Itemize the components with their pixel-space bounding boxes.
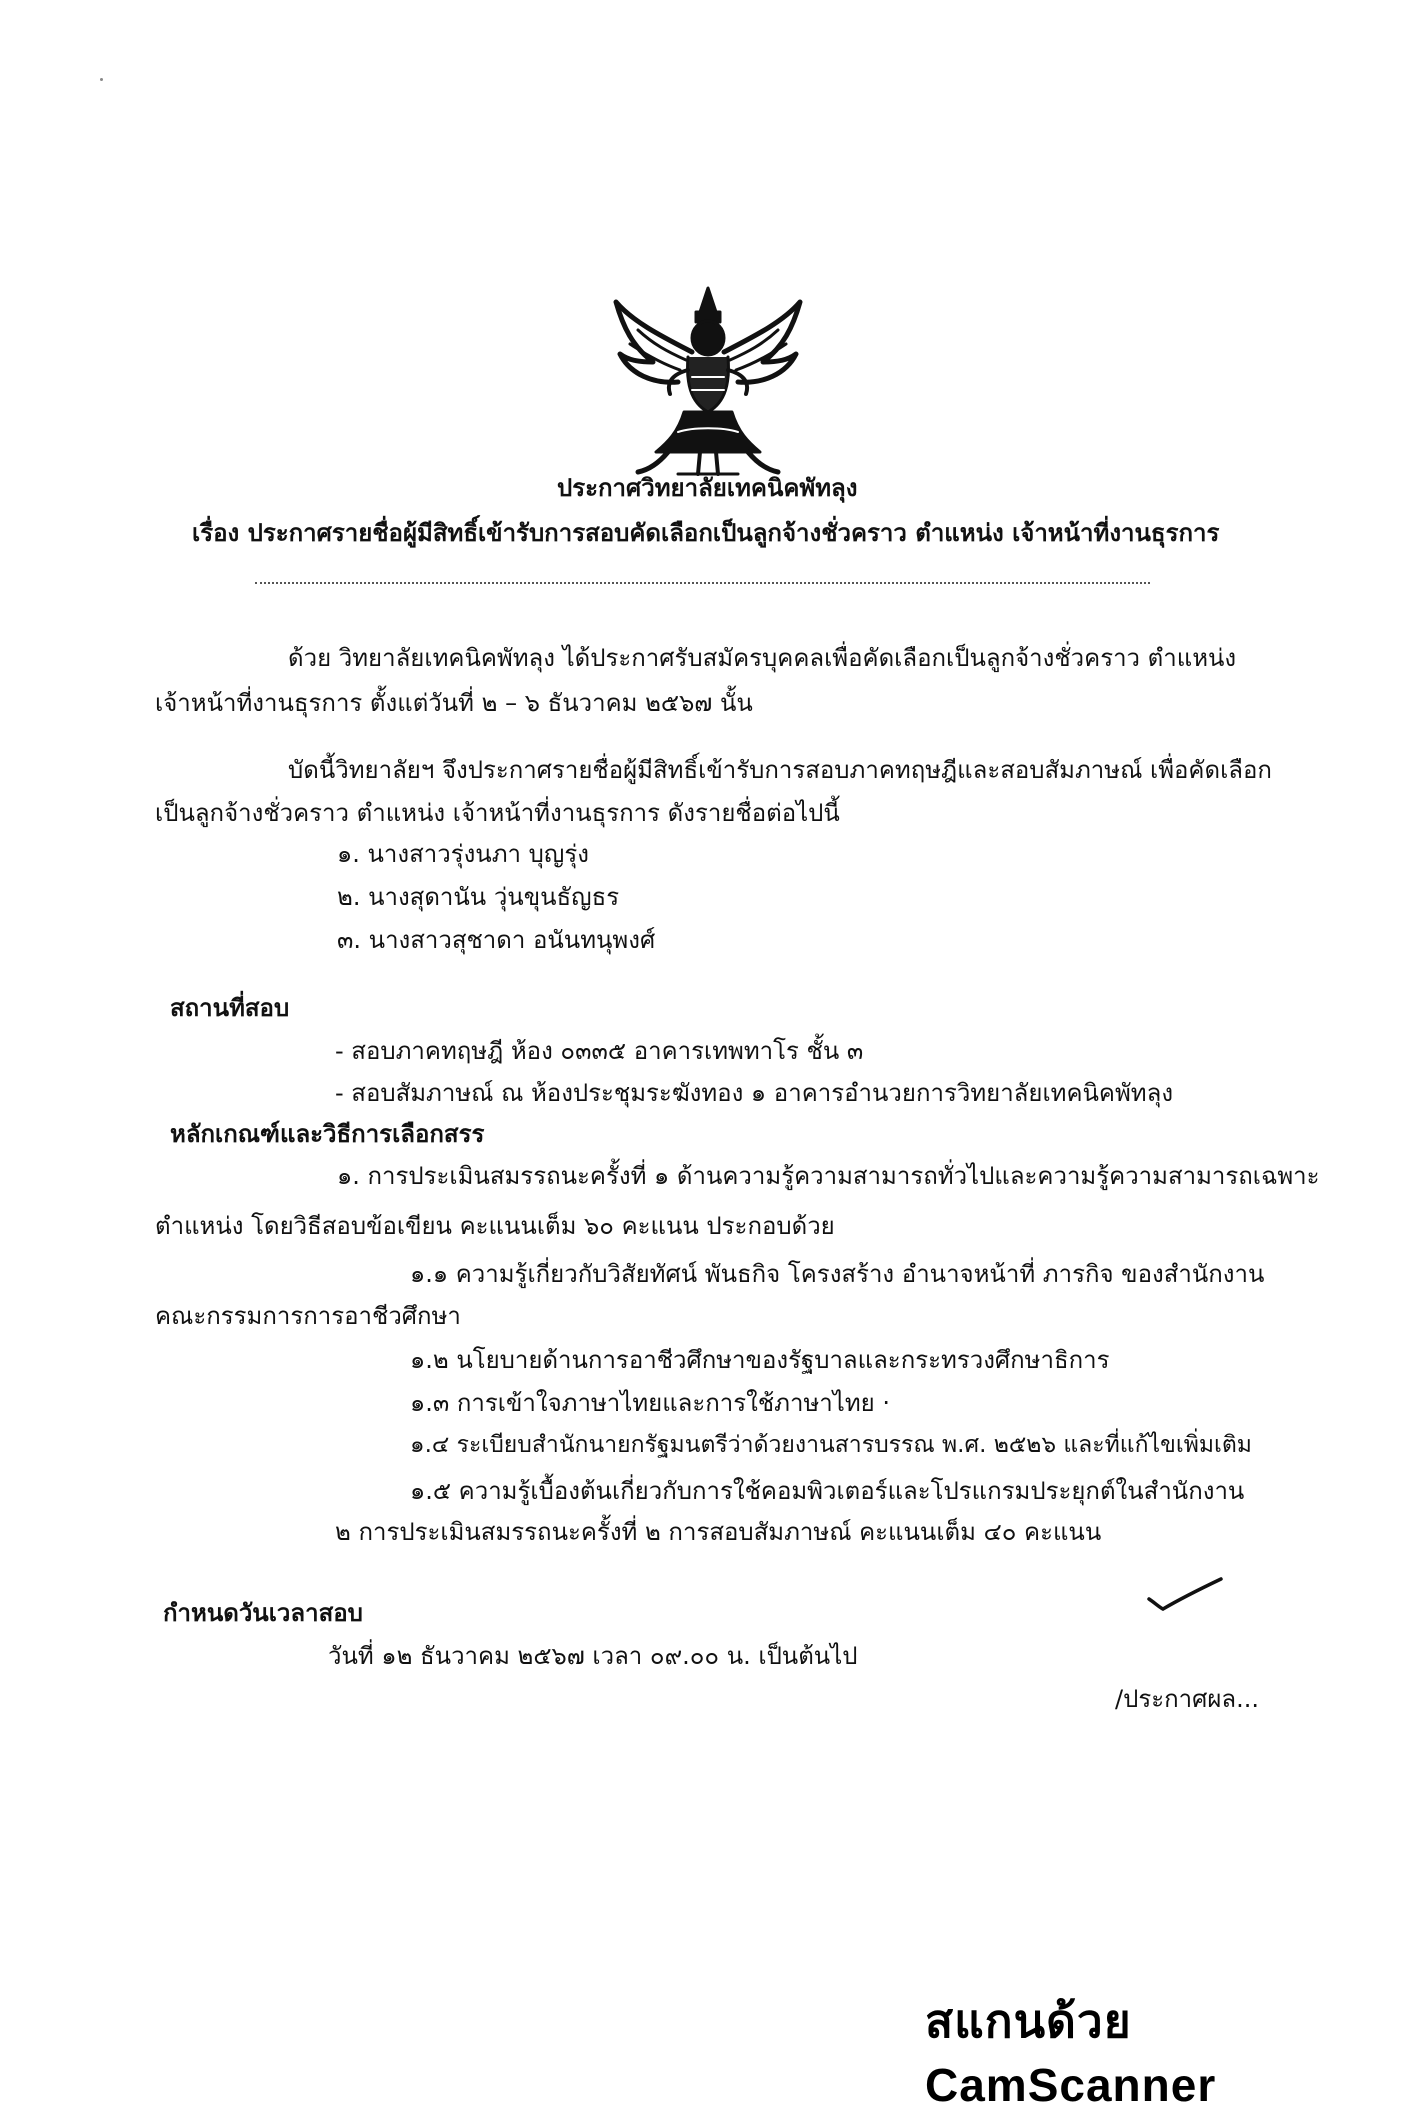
candidate-item: ๓. นางสาวสุชาดา อนันทนุพงศ์: [337, 926, 656, 954]
continuation-note: /ประกาศผล...: [1115, 1685, 1259, 1713]
divider: [255, 582, 1150, 584]
criteria-sub-1-1-line-2: คณะกรรมการการอาชีวศึกษา: [155, 1302, 461, 1330]
checkmark-icon: [1145, 1575, 1225, 1615]
venue-item: - สอบภาคทฤษฎี ห้อง ๐๓๓๕ อาคารเทพทาโร ชั้น ๓: [335, 1037, 864, 1065]
venue-heading: สถานที่สอบ: [170, 994, 290, 1022]
announce-line-1: บัดนี้วิทยาลัยฯ จึงประกาศรายชื่อผู้มีสิทธิ์เข้ารับการสอบภาคทฤษฎีและสอบสัมภาษณ์ เพื่อคัดเลือก: [288, 756, 1272, 784]
scan-speck: [100, 78, 103, 81]
intro-line-2: เจ้าหน้าที่งานธุรการ ตั้งแต่วันที่ ๒ – ๖ ธันวาคม ๒๕๖๗ นั้น: [155, 689, 753, 717]
venue-item: - สอบสัมภาษณ์ ณ ห้องประชุมระฆังทอง ๑ อาคารอำนวยการวิทยาลัยเทคนิคพัทลุง: [335, 1079, 1174, 1107]
criteria-item-2: ๒ การประเมินสมรรถนะครั้งที่ ๒ การสอบสัมภาษณ์ คะแนนเต็ม ๔๐ คะแนน: [335, 1518, 1102, 1546]
criteria-sub-1-4: ๑.๔ ระเบียบสำนักนายกรัฐมนตรีว่าด้วยงานสารบรรณ พ.ศ. ๒๕๒๖ และที่แก้ไขเพิ่มเติม: [410, 1432, 1252, 1458]
announce-line-2: เป็นลูกจ้างชั่วคราว ตำแหน่ง เจ้าหน้าที่งานธุรการ ดังรายชื่อต่อไปนี้: [155, 799, 840, 827]
garuda-emblem-icon: [608, 282, 808, 482]
criteria-item-1-line-2: ตำแหน่ง โดยวิธีสอบข้อเขียน คะแนนเต็ม ๖๐ คะแนน ประกอบด้วย: [155, 1212, 835, 1240]
criteria-sub-1-3: ๑.๓ การเข้าใจภาษาไทยและการใช้ภาษาไทย ·: [410, 1389, 890, 1417]
issuer-title: ประกาศวิทยาลัยเทคนิคพัทลุง: [557, 474, 858, 502]
candidate-item: ๑. นางสาวรุ่งนภา บุญรุ่ง: [337, 840, 589, 868]
candidate-item: ๒. นางสุดานัน วุ่นขุนธัญธร: [337, 883, 620, 911]
criteria-sub-1-2: ๑.๒ นโยบายด้านการอาชีวศึกษาของรัฐบาลและกระทรวงศึกษาธิการ: [410, 1346, 1110, 1374]
criteria-sub-1-5: ๑.๕ ความรู้เบื้องต้นเกี่ยวกับการใช้คอมพิวเตอร์และโปรแกรมประยุกต์ในสำนักงาน: [410, 1477, 1245, 1505]
schedule-line: วันที่ ๑๒ ธันวาคม ๒๕๖๗ เวลา ๐๙.๐๐ น. เป็นต้นไป: [328, 1642, 858, 1670]
schedule-heading: กำหนดวันเวลาสอบ: [163, 1599, 363, 1627]
criteria-item-1-line-1: ๑. การประเมินสมรรถนะครั้งที่ ๑ ด้านความรู้ความสามารถทั่วไปและความรู้ความสามารถเฉพาะ: [337, 1162, 1320, 1190]
criteria-sub-1-1-line-1: ๑.๑ ความรู้เกี่ยวกับวิสัยทัศน์ พันธกิจ โครงสร้าง อำนาจหน้าที่ ภารกิจ ของสำนักงาน: [410, 1260, 1265, 1288]
criteria-heading: หลักเกณฑ์และวิธีการเลือกสรร: [170, 1120, 485, 1148]
camscanner-watermark: สแกนด้วย CamScanner: [925, 1995, 1217, 2111]
intro-line-1: ด้วย วิทยาลัยเทคนิคพัทลุง ได้ประกาศรับสมัครบุคคลเพื่อคัดเลือกเป็นลูกจ้างชั่วคราว ตำแหน่ง: [288, 644, 1237, 672]
subject-title: เรื่อง ประกาศรายชื่อผู้มีสิทธิ์เข้ารับการสอบคัดเลือกเป็นลูกจ้างชั่วคราว ตำแหน่ง เจ้าหน้าที่งานธุรการ: [192, 519, 1220, 547]
